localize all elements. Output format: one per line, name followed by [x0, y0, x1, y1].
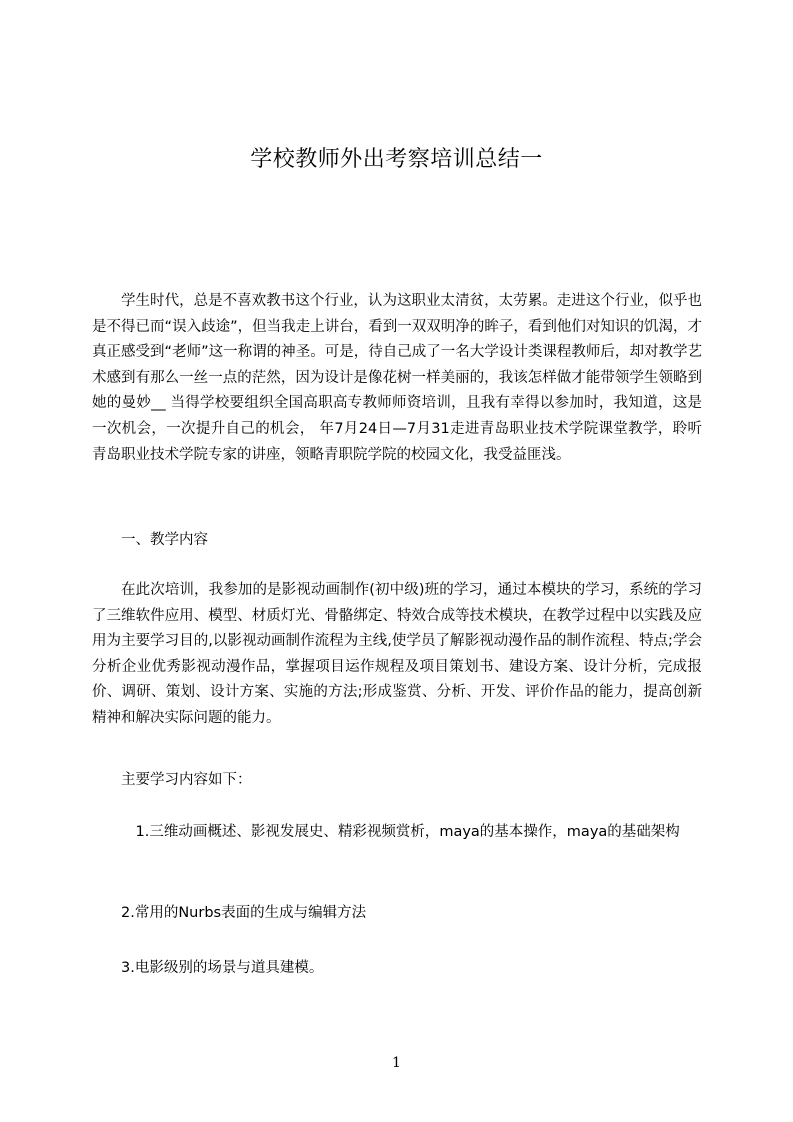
- list-item: 3.电影级别的场景与道具建模。: [121, 960, 324, 976]
- document-title: 学校教师外出考察培训总结一: [250, 147, 543, 172]
- list-intro: 主要学习内容如下：: [121, 772, 252, 788]
- section-heading: 一、教学内容: [121, 532, 208, 548]
- section-paragraph: 在此次培训，我参加的是影视动画制作(初中级)班的学习，通过本模块的学习，系统的学习了三维软件应用、模型、材质灯光、骨骼绑定、特效合成等技术模块，在教学过程中以实践及应用为主要学习目的,以影视动画制作流程为主线,使学员了解影视动漫作品的制作流程、特点;学会分析企业优秀影视动漫作品，掌握项目运作规程及项目策划书、建设方案、设计分析，完成报价、调研、策划、设计方案、实施的方法;形成鉴赏、分析、开发、评价作品的能力，提高创新精神和解决实际问题的能力。: [92, 582, 702, 726]
- list-item: 1.三维动画概述、影视发展史、精彩视频赏析，maya的基本操作，maya的基础架构: [135, 824, 680, 840]
- page-number: 1: [392, 1055, 401, 1071]
- intro-paragraph: 学生时代，总是不喜欢教书这个行业，认为这职业太清贫，太劳累。走进这个行业，似乎也是不得已而“误入歧途”，但当我走上讲台，看到一双双明净的眸子，看到他们对知识的饥渴，才真正感受到“老师”这一称谓的神圣。可是，待自己成了一名大学设计类课程教师后，却对教学艺术感到有那么一丝一点的茫然，因为设计是像花树一样美丽的，我该怎样做才能带领学生领略到她的曼妙__ 当得学校要组织全国高职高专教师师资培训，且我有幸得以参加时，我知道，这是一次机会，一次提升自己的机会， 年7月24日—7月31走进青岛职业技术学院课堂教学，聆听青岛职业技术学院专家的讲座，领略青职院学院的校园文化，我受益匪浅。: [92, 293, 702, 463]
- list-item: 2.常用的Nurbs表面的生成与编辑方法: [121, 905, 367, 921]
